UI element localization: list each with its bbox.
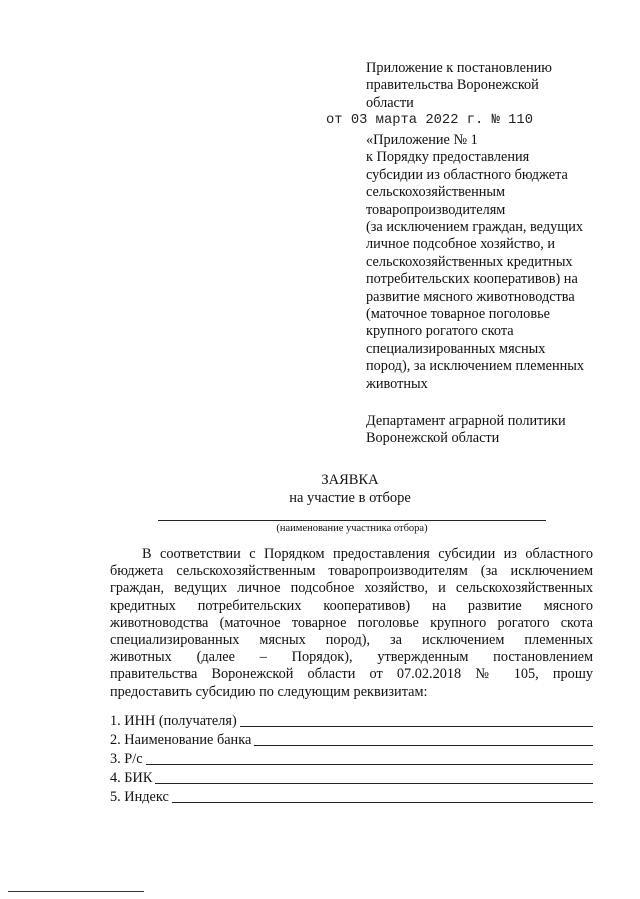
body-line: правительства Воронежской области от 07.02.2018 № 105, прошу (110, 666, 593, 683)
field-index (110, 788, 593, 807)
inn-blank[interactable] (240, 726, 593, 727)
field-label: 5. Индекс (110, 789, 169, 805)
resolution-reference-line: Приложение к постановлению (366, 60, 552, 76)
appendix-line: специализированных мясных (366, 340, 546, 357)
field-bik (110, 769, 593, 788)
footnote-separator (8, 891, 144, 892)
field-account (110, 750, 593, 769)
field-bank-name (110, 731, 593, 750)
index-blank[interactable] (172, 802, 593, 803)
body-line: бюджета сельскохозяйственным товаропроизводителям (за исключением (110, 563, 593, 580)
body-line: граждан, ведущих личное подсобное хозяйство, и сельскохозяйственных (110, 580, 593, 597)
body-line: предоставить субсидию по следующим реквизитам: (110, 683, 428, 700)
appendix-line: товаропроизводителям (366, 201, 506, 218)
appendix-reference (366, 132, 606, 393)
body-line: В соответствии с Порядком предоставления субсидии из областного (142, 546, 593, 562)
appendix-line: пород), за исключением племенных (366, 358, 585, 375)
appendix-line: к Порядку предоставления (366, 149, 530, 166)
appendix-line: сельскохозяйственных кредитных (366, 253, 573, 270)
appendix-line: субсидии из областного бюджета (366, 166, 568, 183)
appendix-line: потребительских кооперативов) на (366, 271, 578, 288)
appendix-line: развитие мясного животноводства (366, 288, 575, 305)
account-blank[interactable] (146, 764, 593, 765)
addressee-department (366, 413, 606, 448)
appendix-line: (за исключением граждан, ведущих (366, 219, 584, 236)
field-label: 1. ИНН (получателя) (110, 713, 237, 729)
field-label: 2. Наименование банка (110, 732, 252, 748)
bank-details-fields (110, 712, 593, 807)
document-title: ЗАЯВКА (321, 472, 379, 488)
appendix-line: животных (366, 375, 428, 392)
addressee-line: Воронежской области (366, 430, 500, 447)
field-label: 3. Р/с (110, 751, 143, 767)
appendix-line: крупного рогатого скота (366, 323, 514, 340)
appendix-line: «Приложение № 1 (366, 132, 478, 148)
resolution-reference-line: области (366, 94, 414, 111)
resolution-reference (366, 60, 606, 112)
body-line: животных (далее – Порядок), утвержденным постановлением (110, 649, 593, 666)
appendix-line: личное подсобное хозяйство, и (366, 236, 556, 253)
field-inn (110, 712, 593, 731)
participant-name-blank[interactable] (158, 520, 546, 521)
resolution-reference-line: правительства Воронежской (366, 77, 539, 94)
resolution-date-stamp: от 03 марта 2022 г. № 110 (326, 113, 533, 128)
bik-blank[interactable] (155, 783, 593, 784)
addressee-line: Департамент аграрной политики (366, 413, 566, 429)
body-line: специализированных мясных пород), за исключением племенных (110, 632, 593, 649)
document-subtitle: на участие в отборе (289, 490, 411, 506)
appendix-line: (маточное товарное поголовье (366, 306, 550, 323)
body-line: животноводства (маточное товарное поголовье крупного рогатого скота (110, 614, 593, 631)
bank-name-blank[interactable] (254, 745, 593, 746)
field-label: 4. БИК (110, 770, 153, 786)
participant-name-caption: (наименование участника отбора) (276, 523, 428, 534)
body-line: кредитных потребительских кооперативов) на развитие мясного (110, 597, 593, 614)
appendix-line: сельскохозяйственным (366, 184, 506, 201)
application-body (110, 546, 593, 701)
